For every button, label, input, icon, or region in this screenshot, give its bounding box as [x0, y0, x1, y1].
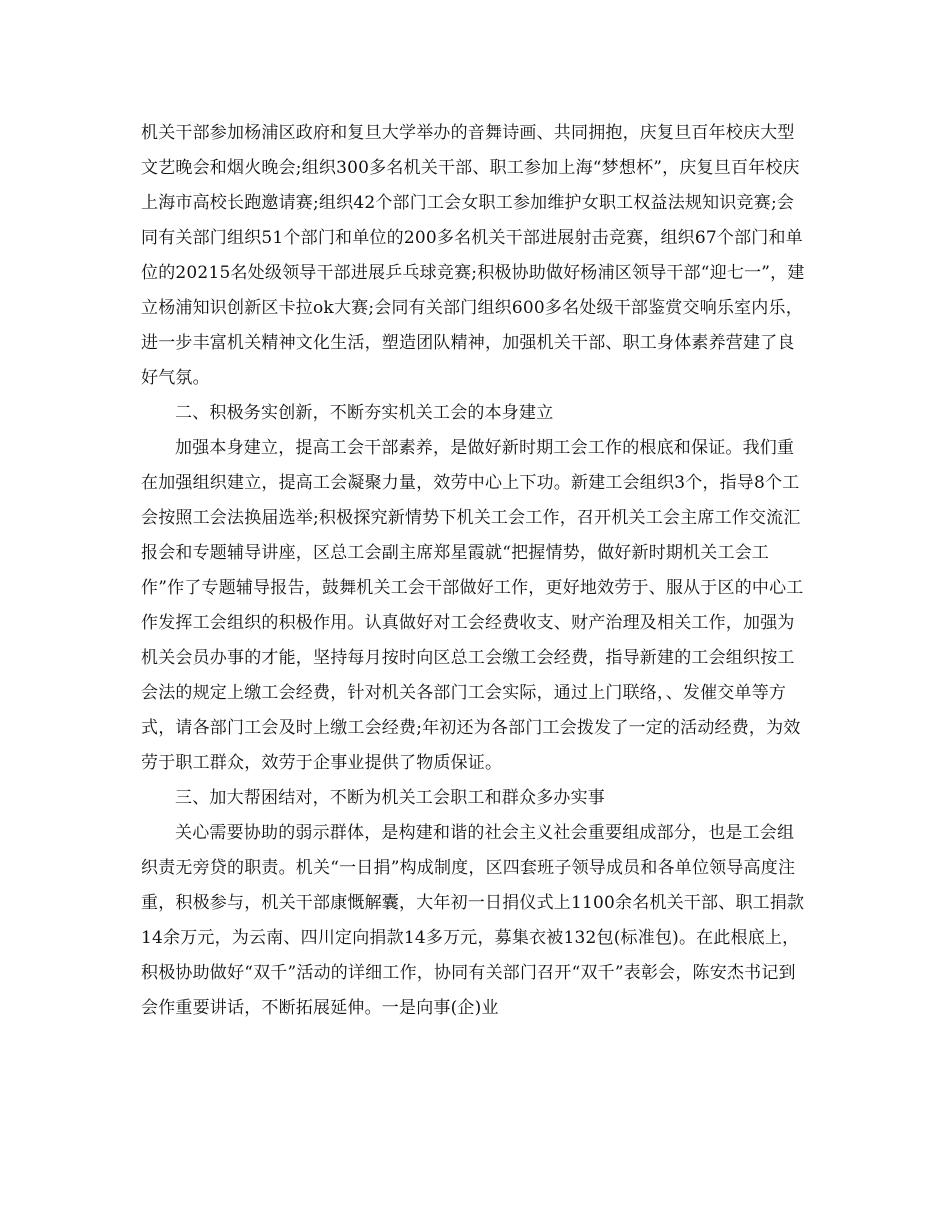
paragraph-section-3: 关心需要协助的弱示群体，是构建和谐的社会主义社会重要组成部分，也是工会组织责无旁贷的职责。机关“一日捐”构成制度，区四套班子领导成员和各单位领导高度注重，积极参与，机关干部康慨解囊，大年初一日捐仪式上1100余名机关干部、职工捐款14余万元，为云南、四川定向捐款14多万元，募集衣被132包(标准包)。在此根底上，积极协助做好“双千”活动的详细工作，协同有关部门召开“双千”表彰会，陈安杰书记到会作重要讲话，不断拓展延伸。一是向事(企)业	[141, 823, 805, 1018]
paragraph-section-2: 加强本身建立，提高工会干部素养，是做好新时期工会工作的根底和保证。我们重在加强组织建立，提高工会凝聚力量，效劳中心上下功。新建工会组织3个，指导8个工会按照工会法换届选举;积极探究新情势下机关工会工作，召开机关工会主席工作交流汇报会和专题辅导讲座，区总工会副主席郑星霞就“把握情势，做好新时期机关工会工作”作了专题辅导报告，鼓舞机关工会干部做好工作，更好地效劳于、服从于区的中心工作发挥工会组织的积极作用。认真做好对工会经费收支、财产治理及相关工作，加强为机关会员办事的才能，坚持每月按时向区总工会缴工会经费，指导新建的工会组织按工会法的规定上缴工会经费，针对机关各部门工会实际，通过上门联络，、发催交单等方式，请各部门工会及时上缴工会经费;年初还为各部门工会拨发了一定的活动经费，为效劳于职工群众，效劳于企事业提供了物质保证。	[141, 438, 804, 773]
section-heading-2: 二、积极务实创新，不断夯实机关工会的本身建立	[175, 403, 554, 423]
paragraph-continuation: 机关干部参加杨浦区政府和复旦大学举办的音舞诗画、共同拥抱，庆复旦百年校庆大型文艺晚会和烟火晚会;组织300多名机关干部、职工参加上海“梦想杯”，庆复旦百年校庆上海市高校长跑邀请赛;组织42个部门工会女职工参加维护女职工权益法规知识竞赛;会同有关部门组织51个部门和单位的200多名机关干部进展射击竞赛，组织67个部门和单位的20215名处级领导干部进展乒乓球竞赛;积极协助做好杨浦区领导干部“迎七一”，建立杨浦知识创新区卡拉ok大赛;会同有关部门组织600多名处级干部鉴赏交响乐室内乐，进一步丰富机关精神文化生活，塑造团队精神，加强机关干部、职工身体素养营建了良好气氛。	[141, 123, 805, 388]
document-body	[141, 116, 811, 1026]
section-heading-3: 三、加大帮困结对，不断为机关工会职工和群众多办实事	[175, 788, 605, 808]
